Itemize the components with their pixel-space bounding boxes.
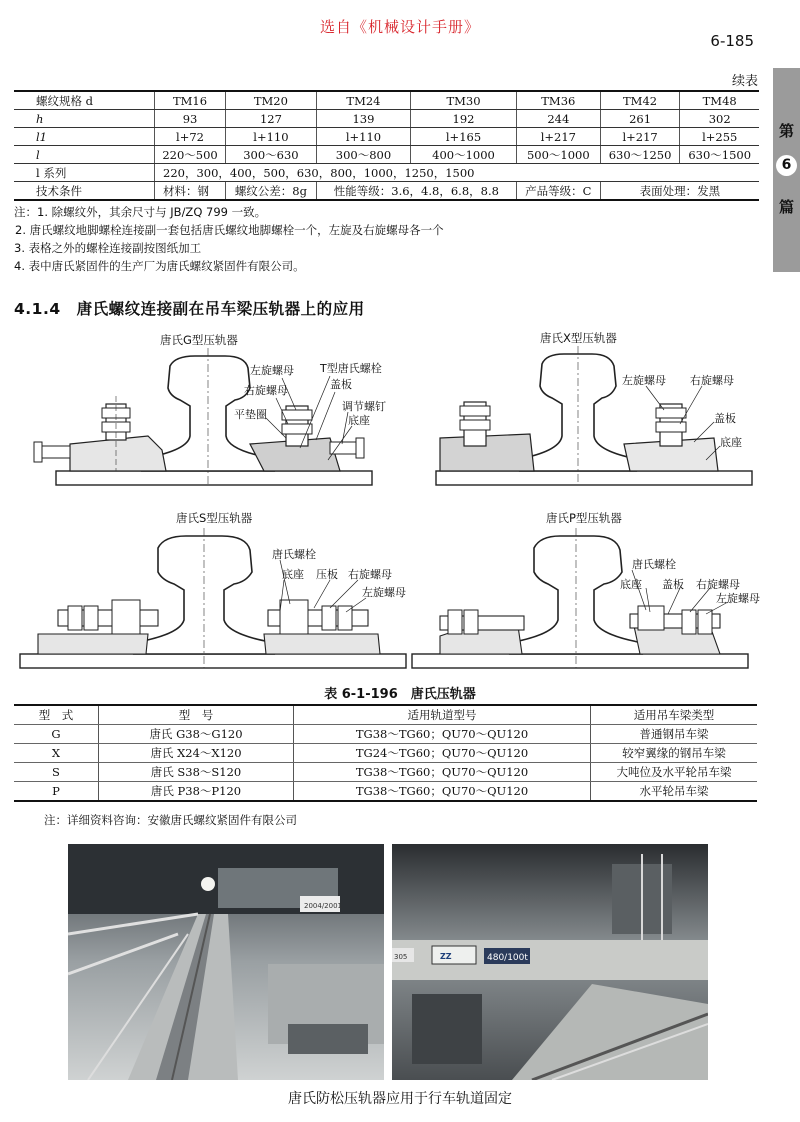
callout-base: 底座 — [348, 414, 370, 427]
table-cell: TM20 — [226, 91, 317, 110]
callout-adjust-screw: 调节螺钉 — [342, 400, 386, 413]
table-cell: TM16 — [155, 91, 226, 110]
side-tab-top: 第 — [778, 122, 794, 140]
table-cell: l — [14, 146, 155, 164]
table-header: 适用轨道型号 — [294, 705, 591, 725]
table-cell: TG24～TG60；QU70～QU120 — [294, 744, 591, 763]
table-cell: 139 — [316, 110, 410, 128]
table-cell: l+110 — [226, 128, 317, 146]
table-cell: 302 — [680, 110, 759, 128]
diagram-title: 唐氏P型压轨器 — [546, 511, 622, 525]
photo-crane-rail-left — [68, 844, 384, 1080]
table-cell: h — [14, 110, 155, 128]
p-type-clamp-diagram — [410, 508, 770, 678]
table-header: 型 式 — [14, 705, 99, 725]
clamp-table-caption: 表 6-1-196 唐氏压轨器 — [324, 687, 476, 702]
table-cell: l+255 — [680, 128, 759, 146]
table-notes — [14, 203, 444, 275]
callout-right-nut: 右旋螺母 — [244, 384, 288, 397]
table-cell: 较窄翼缘的钢吊车梁 — [591, 744, 758, 763]
callout-base: 底座 — [620, 578, 642, 591]
table-cell: 唐氏 X24～X120 — [99, 744, 294, 763]
clamp-table — [14, 704, 757, 802]
callout-right-nut: 右旋螺母 — [348, 568, 392, 581]
photo-right-left-sign: 305 — [394, 953, 408, 961]
photo-right-brand: ZZ — [440, 952, 452, 961]
table-row — [14, 164, 759, 182]
photo-left-illustration — [68, 844, 384, 1080]
photo-crane-rail-right — [392, 844, 708, 1080]
table-cell: l+217 — [516, 128, 600, 146]
table-cell: 630～1500 — [680, 146, 759, 164]
table-cell: 400～1000 — [411, 146, 517, 164]
table-cell: 螺纹规格 d — [14, 91, 155, 110]
table-cell: 220，300，400，500，630，800，1000，1250，1500 — [155, 164, 760, 182]
table-cell: S — [14, 763, 99, 782]
note-line: 注：1. 除螺纹外，其余尺寸与 JB/ZQ 799 一致。 — [14, 205, 267, 219]
table-row — [14, 110, 759, 128]
table-cell: TG38～TG60；QU70～QU120 — [294, 725, 591, 744]
table-row — [14, 182, 759, 201]
side-tab-number: 6 — [776, 155, 797, 176]
callout-left-nut: 左旋螺母 — [250, 364, 294, 377]
g-type-clamp-diagram — [30, 326, 390, 496]
photo-right-illustration — [392, 844, 708, 1080]
diagram-title: 唐氏X型压轨器 — [540, 331, 617, 345]
callout-cover-plate: 盖板 — [662, 578, 684, 591]
callout-base: 底座 — [282, 568, 304, 581]
section-title: 4.1.4 唐氏螺纹连接副在吊车梁压轨器上的应用 — [14, 300, 365, 318]
table-row — [14, 128, 759, 146]
table-cell: 产品等级：C — [516, 182, 600, 201]
table-cell: 300～630 — [226, 146, 317, 164]
table-cell: l 系列 — [14, 164, 155, 182]
callout-right-nut: 右旋螺母 — [696, 578, 740, 591]
callout-bolt: 唐氏螺栓 — [632, 558, 676, 571]
callout-left-nut: 左旋螺母 — [622, 374, 666, 387]
note-line: 3. 表格之外的螺栓连接副按图纸加工 — [14, 241, 202, 255]
page-number: 6-185 — [710, 32, 754, 50]
table-cell: P — [14, 782, 99, 802]
table-cell: TM48 — [680, 91, 759, 110]
table-cell: TM30 — [411, 91, 517, 110]
table-cell: l+72 — [155, 128, 226, 146]
table-cell: 500～1000 — [516, 146, 600, 164]
continued-label: 续表 — [731, 74, 758, 89]
table-cell: 93 — [155, 110, 226, 128]
table-header: 适用吊车梁类型 — [591, 705, 758, 725]
table-cell: 螺纹公差：8g — [226, 182, 317, 201]
photo-left-sign: 2004/2001 — [304, 902, 342, 910]
table-cell: TG38～TG60；QU70～QU120 — [294, 782, 591, 802]
table-cell: l+217 — [600, 128, 680, 146]
callout-bolt: 唐氏螺栓 — [272, 548, 316, 561]
callout-right-nut: 右旋螺母 — [690, 374, 734, 387]
table-cell: 192 — [411, 110, 517, 128]
table-cell: 300～800 — [316, 146, 410, 164]
table-cell: l+165 — [411, 128, 517, 146]
callout-left-nut: 左旋螺母 — [362, 586, 406, 599]
table-row — [14, 91, 759, 110]
table-cell: 技术条件 — [14, 182, 155, 201]
table-row — [14, 146, 759, 164]
table-cell: TM36 — [516, 91, 600, 110]
note-line: 2. 唐氏螺纹地脚螺栓连接副一套包括唐氏螺纹地脚螺栓一个，左旋及右旋螺母各一个 — [15, 223, 444, 237]
table-header-row — [14, 705, 757, 725]
table-cell: 性能等级：3.6，4.8，6.8，8.8 — [316, 182, 516, 201]
side-tab-bottom: 篇 — [778, 198, 794, 216]
table-cell: 244 — [516, 110, 600, 128]
table-cell: 261 — [600, 110, 680, 128]
table-row — [14, 782, 757, 802]
callout-cover-plate: 盖板 — [330, 378, 352, 391]
table-cell: TM42 — [600, 91, 680, 110]
table-row — [14, 763, 757, 782]
thread-spec-table — [14, 90, 759, 201]
table-cell: 220～500 — [155, 146, 226, 164]
chapter-side-tab — [773, 68, 800, 272]
table-cell: 127 — [226, 110, 317, 128]
source-header: 选自《机械设计手册》 — [319, 18, 480, 36]
table-cell: 唐氏 P38～P120 — [99, 782, 294, 802]
note-line: 4. 表中唐氏紧固件的生产厂为唐氏螺纹紧固件有限公司。 — [14, 259, 305, 273]
table-cell: 水平轮吊车梁 — [591, 782, 758, 802]
table-cell: 材料：钢 — [155, 182, 226, 201]
callout-flat-washer: 平垫圈 — [234, 408, 267, 421]
table-cell: 大吨位及水平轮吊车梁 — [591, 763, 758, 782]
callout-t-bolt: T型唐氏螺栓 — [320, 362, 382, 375]
photo-right-capacity: 480/100t — [487, 953, 528, 963]
table-row — [14, 725, 757, 744]
photo-caption: 唐氏防松压轨器应用于行车轨道固定 — [288, 1091, 512, 1107]
table-cell: TM24 — [316, 91, 410, 110]
callout-left-nut: 左旋螺母 — [716, 592, 760, 605]
table-cell: 普通钢吊车梁 — [591, 725, 758, 744]
table-cell: X — [14, 744, 99, 763]
table-cell: l1 — [14, 128, 155, 146]
table-cell: 630～1250 — [600, 146, 680, 164]
table-cell: l+110 — [316, 128, 410, 146]
callout-cover-plate: 盖板 — [714, 412, 736, 425]
table-cell: G — [14, 725, 99, 744]
diagram-title: 唐氏G型压轨器 — [160, 333, 238, 347]
callout-base: 底座 — [720, 436, 742, 449]
table-cell: TG38～TG60；QU70～QU120 — [294, 763, 591, 782]
table-cell: 唐氏 S38～S120 — [99, 763, 294, 782]
consult-note: 注：详细资料咨询：安徽唐氏螺纹紧固件有限公司 — [44, 813, 297, 827]
table-row — [14, 744, 757, 763]
table-cell: 唐氏 G38～G120 — [99, 725, 294, 744]
table-header: 型 号 — [99, 705, 294, 725]
table-cell: 表面处理：发黑 — [600, 182, 759, 201]
diagram-title: 唐氏S型压轨器 — [176, 511, 253, 525]
x-type-clamp-diagram — [432, 326, 762, 496]
callout-press-plate: 压板 — [316, 568, 338, 581]
s-type-clamp-diagram — [18, 508, 408, 678]
